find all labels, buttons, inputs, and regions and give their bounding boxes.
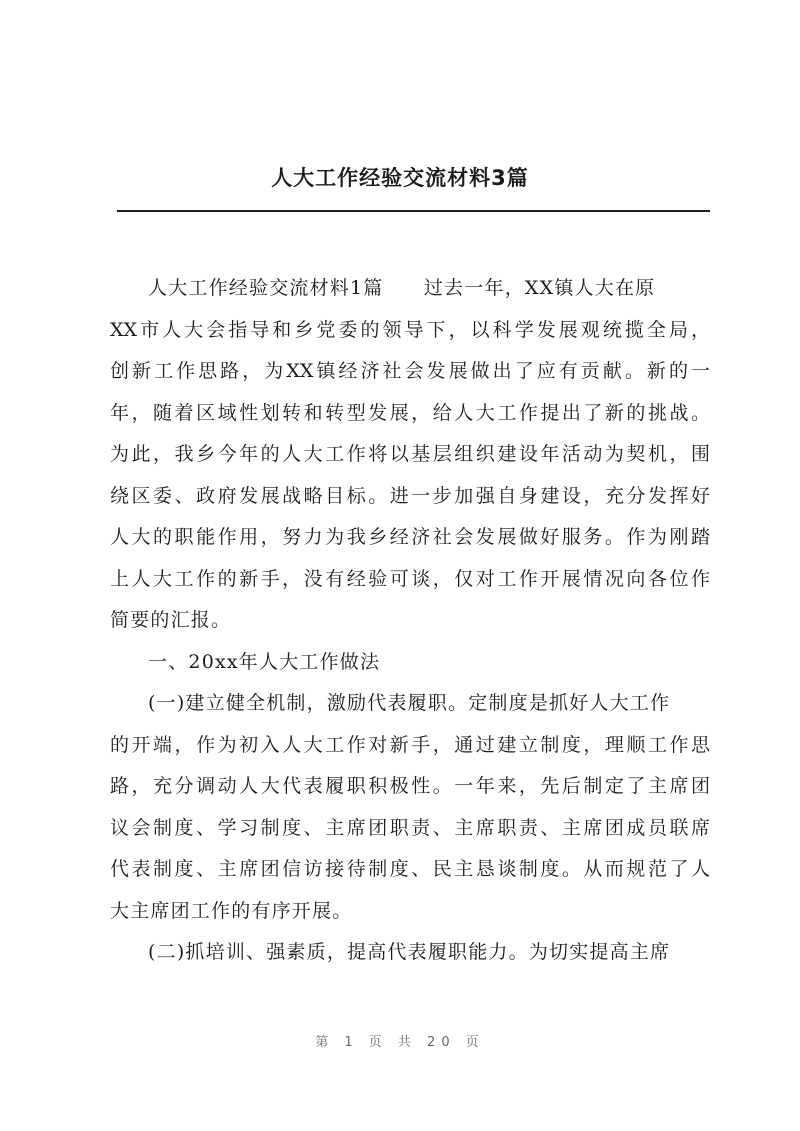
paragraph-line: 创新工作思路，为XX镇经济社会发展做出了应有贡献。新的一 <box>110 360 710 382</box>
paragraph-line: XX市人大会指导和乡党委的领导下，以科学发展观统揽全局， <box>110 318 710 341</box>
page-footer: 第 1 页 共 20 页 <box>315 1035 485 1050</box>
document-title: 人大工作经验交流材料3篇 <box>271 166 529 190</box>
paragraph-line: 年，随着区域性划转和转型发展，给人大工作提出了新的挑战。 <box>110 401 710 424</box>
paragraph-line: 人大的职能作用，努力为我乡经济社会发展做好服务。作为刚踏 <box>110 526 710 548</box>
paragraph-line: 简要的汇报。 <box>110 609 232 631</box>
paragraph-line: (二)抓培训、强素质，提高代表履职能力。为切实提高主席 <box>148 941 671 963</box>
paragraph-line: 路，充分调动人大代表履职积极性。一年来，先后制定了主席团 <box>110 775 710 797</box>
paragraph-line: 上人大工作的新手，没有经验可谈，仅对工作开展情况向各位作 <box>110 567 710 590</box>
document-body <box>110 268 710 974</box>
paragraph-line: 代表制度、主席团信访接待制度、民主恳谈制度。从而规范了人 <box>110 858 710 880</box>
paragraph-line: 议会制度、学习制度、主席团职责、主席职责、主席团成员联席 <box>110 816 710 839</box>
paragraph-line: 为此，我乡今年的人大工作将以基层组织建设年活动为契机，围 <box>110 443 710 465</box>
paragraph-line: 的开端，作为初入人大工作对新手，通过建立制度，理顺工作思 <box>110 733 710 756</box>
paragraph-line: 大主席团工作的有序开展。 <box>110 899 353 922</box>
paragraph-line: 人大工作经验交流材料1篇 过去一年，XX镇人大在原 <box>148 277 656 299</box>
section-heading: 一、20xx年人大工作做法 <box>148 650 381 673</box>
paragraph-line: (一)建立健全机制，激励代表履职。定制度是抓好人大工作 <box>148 692 671 714</box>
paragraph-line: 绕区委、政府发展战略目标。进一步加强自身建设，充分发挥好 <box>110 484 710 507</box>
title-underline <box>117 210 710 212</box>
